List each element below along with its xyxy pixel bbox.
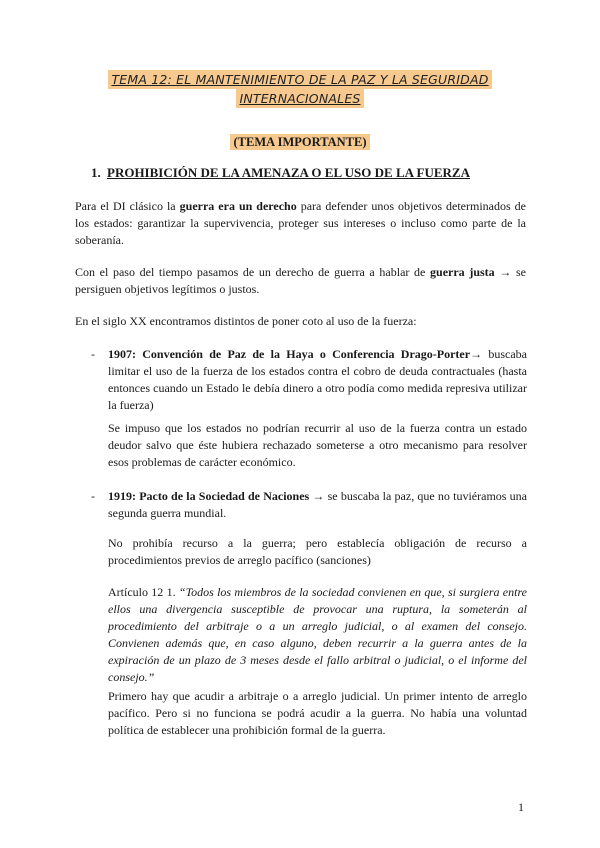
item-1907-text: → buscaba limitar el uso de la fuerza de los estados contra el cobro de deuda contractuales (hasta entonces cuando un Estado le debía dinero a otro podía como medida represiva utilizar la fuerza) bbox=[108, 347, 528, 412]
page-number: 1 bbox=[518, 800, 524, 814]
article-12-quote bbox=[108, 584, 527, 686]
list-item-1907 bbox=[108, 346, 527, 414]
p2-text-c: → se persiguen objetivos legítimos o justos. bbox=[75, 265, 526, 296]
article-label: Artículo 12 1. bbox=[108, 585, 179, 599]
document-title bbox=[0, 70, 600, 108]
title-line-2: INTERNACIONALES bbox=[236, 89, 363, 108]
section-title: PROHIBICIÓN DE LA AMENAZA O EL USO DE LA FUERZA bbox=[107, 165, 470, 180]
paragraph-3: En el siglo XX encontramos distintos de poner coto al uso de la fuerza: bbox=[75, 314, 417, 328]
item-1919-text: → se buscaba la paz, que no tuviéramos una segunda guerra mundial. bbox=[108, 489, 527, 520]
item-1907-bold: 1907: Convención de Paz de la Haya o Conferencia Drago-Porter bbox=[108, 347, 471, 361]
item-1919-followup: No prohibía recurso a la guerra; pero establecía obligación de recurso a procedimientos previos de arreglo pacífico (sanciones) bbox=[108, 536, 527, 567]
subtitle bbox=[0, 133, 600, 151]
paragraph-1 bbox=[75, 198, 526, 249]
p1-text-c: para defender unos objetivos determinados de los estados: garantizar la supervivencia, proteger sus intereses o incluso como parte de la soberanía. bbox=[75, 199, 527, 247]
article-quote-text: “Todos los miembros de la sociedad convienen en que, si surgiera entre ellos una divergencia susceptible de provocar una ruptura, la someterán al procedimiento del arbitraje o a un arreglo judicial, o al examen del consejo. Convienen además que, en caso alguno, deben recurrir a la guerra antes de la expiración de un plazo de 3 meses desde el fallo arbitral o judicial, o el informe del consejo.” bbox=[108, 585, 527, 684]
bullet-dash-1: - bbox=[91, 347, 95, 361]
bullet-dash-2: - bbox=[91, 489, 95, 503]
paragraph-2 bbox=[75, 264, 526, 298]
list-item-1919 bbox=[108, 488, 527, 522]
p1-text-a: Para el DI clásico la bbox=[75, 199, 180, 213]
p1-bold: guerra era un derecho bbox=[179, 199, 297, 213]
item-1907-followup: Se impuso que los estados no podrían recurrir al uso de la fuerza contra un estado deudor salvo que éste hubiera rechazado someterse a otro mecanismo para resolver esos problemas de carácter económico. bbox=[108, 421, 527, 469]
title-line-1: TEMA 12: EL MANTENIMIENTO DE LA PAZ Y LA SEGURIDAD bbox=[108, 70, 491, 89]
item-1919-final: Primero hay que acudir a arbitraje o a arreglo judicial. Un primer intento de arreglo pacífico. Pero si no funciona se podrá acudir a la guerra. No había una voluntad política de establecer una prohibición formal de la guerra. bbox=[108, 689, 527, 737]
p2-bold: guerra justa bbox=[430, 265, 495, 279]
section-heading bbox=[91, 165, 470, 181]
section-number: 1. bbox=[91, 165, 101, 180]
p2-text-a: Con el paso del tiempo pasamos de un derecho de guerra a hablar de bbox=[75, 265, 431, 279]
item-1919-bold: 1919: Pacto de la Sociedad de Naciones bbox=[108, 489, 310, 503]
subtitle-text: (TEMA IMPORTANTE) bbox=[230, 134, 369, 150]
